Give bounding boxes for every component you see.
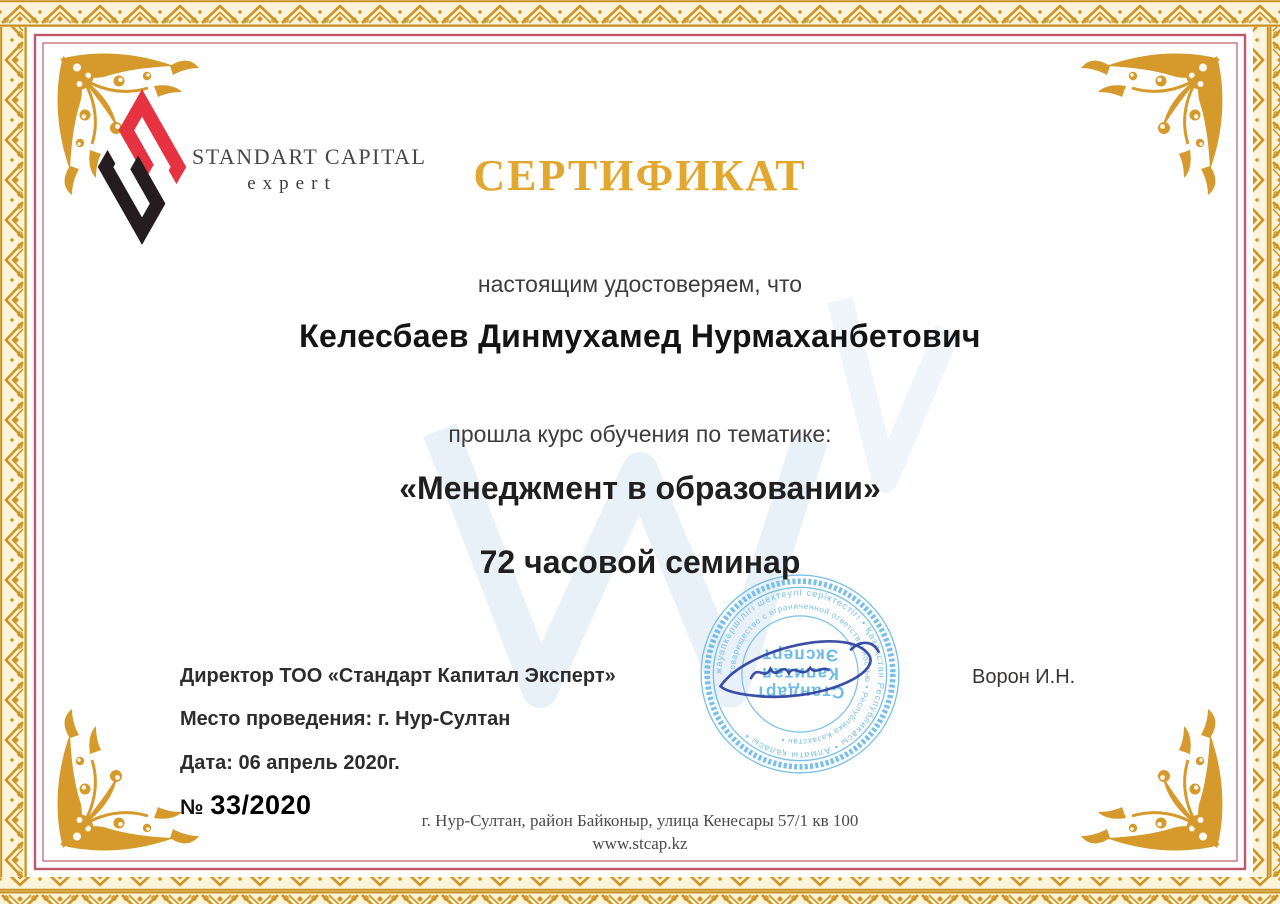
seal-ring-text-outer: жауапкершілігі шектеулі серіктестігі • Қазақстан Республикасы • Алматы қаласы •	[713, 587, 887, 761]
seal-stamp	[698, 572, 902, 776]
ornament-band-bottom	[0, 877, 1280, 904]
course-name: «Менеджмент в образовании»	[399, 470, 881, 506]
company-name: STANDART CAPITAL	[192, 144, 427, 169]
number-sign: №	[180, 796, 204, 819]
svg-text:Эксперт: Эксперт	[761, 645, 839, 666]
ornament-band-top	[0, 0, 1280, 27]
recipient-name: Келесбаев Динмухамед Нурмаханбетович	[299, 318, 981, 354]
intro-text: настоящим удостоверяем, что	[477, 271, 803, 297]
svg-text:Стандарт: Стандарт	[755, 682, 845, 703]
certificate-title: СЕРТИФИКАТ	[473, 151, 807, 200]
company-seal	[698, 572, 902, 776]
course-intro-text: прошла курс обучения по тематике:	[448, 421, 832, 447]
footer-address: г. Нур-Султан, район Байконыр, улица Кенесары 57/1 кв 100	[421, 811, 859, 830]
location-line: Место проведения: г. Нур-Султан	[180, 708, 511, 730]
footer-website: www.stcap.kz	[592, 834, 688, 853]
seal-ring-text-inner: товарищество с ограниченной ответственностью • Республика Казахстан •	[727, 601, 873, 747]
date-line: Дата: 06 апрель 2020г.	[180, 752, 400, 774]
course-duration: 72 часовой семинар	[479, 544, 801, 580]
svg-text:Капитал: Капитал	[761, 663, 839, 684]
signer-name: Ворон И.Н.	[972, 666, 1076, 688]
director-label: Директор ТОО «Стандарт Капитал Эксперт»	[180, 665, 616, 687]
company-subtitle: expert	[247, 173, 337, 194]
number-value: 33/2020	[210, 790, 312, 820]
